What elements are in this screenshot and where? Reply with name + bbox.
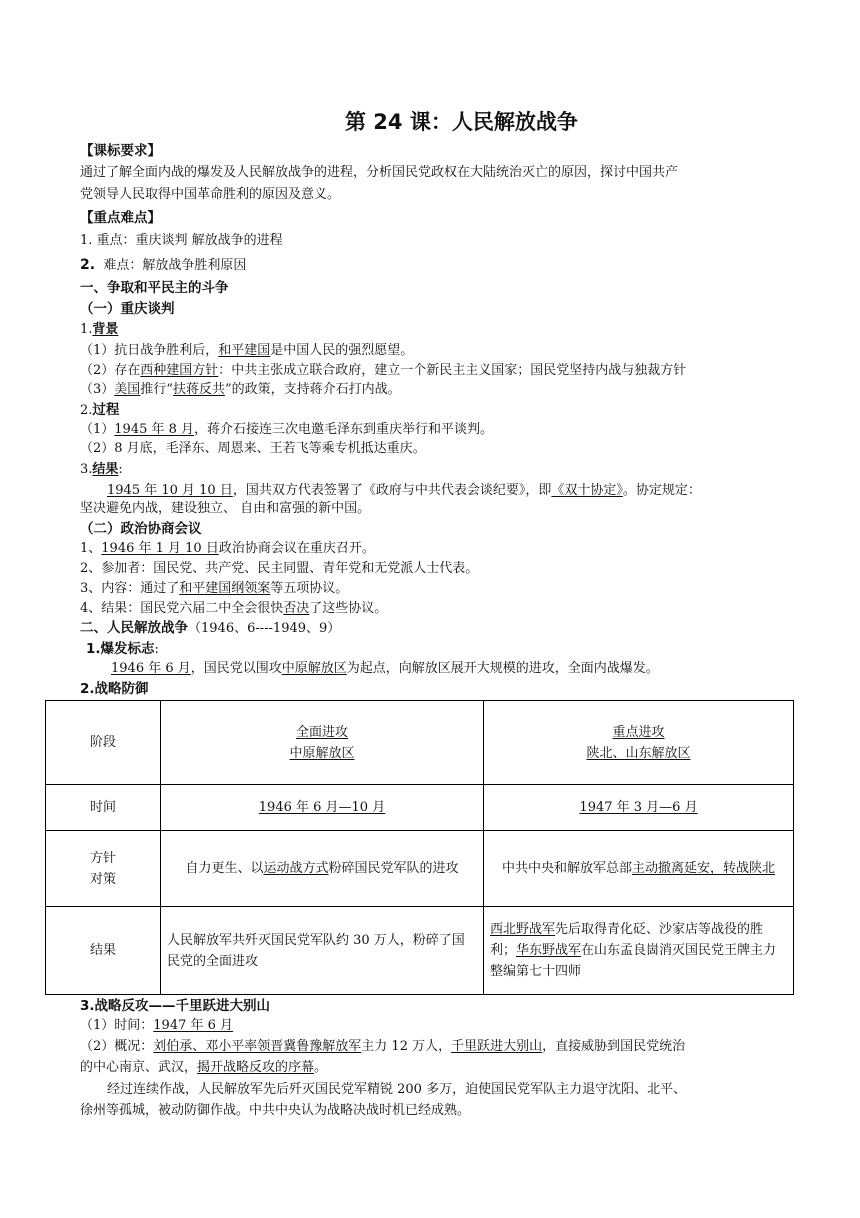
text: （1）抗日战争胜利后， <box>80 343 219 358</box>
colon: : <box>154 642 159 657</box>
item-number: 2. <box>80 257 96 273</box>
counteroffensive-item-2-line1 <box>80 1037 685 1057</box>
text: 1、 <box>80 541 102 556</box>
table-row <box>46 907 794 995</box>
table-cell <box>484 785 794 831</box>
text: 。协定规定： <box>622 483 701 498</box>
zhongdian-item-2 <box>80 255 246 276</box>
kebiao-heading: 【课标要求】 <box>80 143 161 159</box>
process-item-2: （2）8 月底，毛泽东、周恩来、王若飞等乘专机抵达重庆。 <box>80 441 426 456</box>
text: ，直接威胁到国民党统治 <box>542 1039 686 1054</box>
row-label <box>46 831 161 907</box>
text: （2）概况： <box>80 1039 154 1054</box>
row-label: 结果 <box>46 907 161 995</box>
section-2-heading <box>80 618 340 639</box>
cell-line: 全面进攻 <box>295 724 348 740</box>
zhengxie-item-3 <box>80 579 348 599</box>
process-item-1 <box>80 420 493 440</box>
text: 自力更生、以 <box>185 861 264 876</box>
kebiao-text-line2: 党领导人民取得中国革命胜利的原因及意义。 <box>80 187 341 202</box>
text: （1）时间： <box>80 1018 154 1033</box>
text: ，蒋介石接连三次电邀毛泽东到重庆举行和平谈判。 <box>194 422 494 437</box>
background-heading <box>80 320 118 340</box>
text: 的中心南京、武汉， <box>80 1060 198 1075</box>
underlined-term: 主动撤离延安，转战陕北 <box>632 861 776 876</box>
underlined-term: 否决 <box>283 601 310 616</box>
table-row <box>46 701 794 785</box>
underlined-term: 华东野战军 <box>516 943 582 958</box>
cell-line: 中原解放区 <box>289 745 355 761</box>
text: 3、内容：通过了 <box>80 581 180 596</box>
zhengxie-item-1 <box>80 539 375 559</box>
strategic-defense-table <box>45 700 794 995</box>
underlined-term: 千里跃进大别山 <box>451 1039 543 1054</box>
heading-label: 背景 <box>92 322 119 337</box>
text: 先后取得青化砭、沙家店等战役的胜利； <box>490 922 764 958</box>
table-cell <box>161 785 484 831</box>
underlined-term: 1946 年 1 月 10 日 <box>101 541 219 556</box>
cell-line: 方针 <box>89 850 116 866</box>
underlined-term: 西北野战军 <box>490 922 556 937</box>
underlined-term: 中原解放区 <box>281 661 347 676</box>
zhongdian-item-1: 1. 重点：重庆谈判 解放战争的进程 <box>80 233 283 248</box>
text: 在山东孟良崮消灭国民党王牌主力整编第七十四师 <box>490 943 777 979</box>
text: 4、结果：国民党六届二中全会很快 <box>80 601 284 616</box>
heading-label: 结果 <box>92 462 119 477</box>
zhongdian-heading: 【重点难点】 <box>80 210 161 226</box>
date-range: （1946、6----1949、9） <box>188 621 341 636</box>
underlined-term: 《双十协定》 <box>551 483 623 498</box>
item-number: 1. <box>80 322 93 337</box>
zhengxie-item-4 <box>80 599 387 619</box>
text: 为起点，向解放区展开大规模的进攻，全面内战爆发。 <box>346 661 659 676</box>
row-label: 阶段 <box>46 701 161 785</box>
text: （3） <box>80 382 115 397</box>
table-cell <box>161 701 484 785</box>
kebiao-text-line1: 通过了解全面内战的爆发及人民解放战争的进程，分析国民党政权在大陆统治灭亡的原因，探讨中国共产 <box>80 165 679 180</box>
background-item-3 <box>80 380 401 400</box>
underlined-term: 1946 年 6 月 <box>111 661 191 676</box>
item-number: 2. <box>80 403 93 418</box>
underlined-term: 1945 年 8 月 <box>114 422 195 437</box>
heading-label: 1.爆发标志 <box>86 641 155 657</box>
underlined-term: 西种建国方针 <box>140 363 219 378</box>
background-item-2 <box>80 361 686 381</box>
table-row <box>46 785 794 831</box>
underlined-term: 美国 <box>114 382 141 397</box>
text: 政治协商会议在重庆召开。 <box>218 541 375 556</box>
text: 。 <box>314 1060 328 1075</box>
item-text: 难点：解放战争胜利原因 <box>103 258 247 273</box>
counteroffensive-paragraph-line2: 徐州等孤城，被动防御作战。中共中央认为战略决战时机已经成熟。 <box>80 1103 471 1118</box>
text: 主力 12 万人， <box>361 1039 452 1054</box>
underlined-term: 揭开战略反攻的序幕 <box>197 1060 315 1075</box>
underlined-term: 和平建国 <box>218 343 271 358</box>
table-cell: 人民解放军共歼灭国民党军队约 30 万人，粉碎了国民党的全面进攻 <box>161 907 484 995</box>
text: 等五项协议。 <box>270 581 349 596</box>
heading-label: 过程 <box>92 402 120 418</box>
result-text-line2: 坚决避免内战，建设独立、 自由和富强的新中国。 <box>80 501 371 516</box>
underlined-term: 1945 年 10 月 10 日 <box>107 483 233 498</box>
heading-label: 二、人民解放战争 <box>80 620 188 636</box>
text: 中共中央和解放军总部 <box>501 861 632 876</box>
colon: : <box>118 462 123 477</box>
result-heading <box>80 460 123 480</box>
background-item-1 <box>80 341 413 361</box>
cell-line: 陕北、山东解放区 <box>586 745 691 761</box>
zhengxie-item-2: 2、参加者：国民党、共产党、民主同盟、青年党和无党派人士代表。 <box>80 561 479 576</box>
section-1-heading: 一、争取和平民主的斗争 <box>80 280 229 296</box>
text: 推行“ <box>140 382 173 397</box>
text: ，国共双方代表签署了《政府与中共代表会谈纪要》，即 <box>232 483 552 498</box>
underlined-term: 1947 年 6 月 <box>153 1018 234 1033</box>
table-cell <box>484 701 794 785</box>
text: 是中国人民的强烈愿望。 <box>270 343 414 358</box>
underlined-term: 和平建国纲领案 <box>179 581 271 596</box>
row-label: 时间 <box>46 785 161 831</box>
subsection-zhengxie-heading: （二）政治协商会议 <box>80 521 202 537</box>
result-text-line1 <box>107 481 701 501</box>
page-title: 第 24 课：人民解放战争 <box>345 110 578 134</box>
underlined-term: 运动战方式 <box>263 861 329 876</box>
underlined-term: 刘伯承、邓小平率领晋冀鲁豫解放军 <box>153 1039 362 1054</box>
process-heading <box>80 400 119 421</box>
text: 了这些协议。 <box>309 601 388 616</box>
counteroffensive-item-2-line2 <box>80 1058 327 1078</box>
text: （1） <box>80 422 115 437</box>
cell-text: 1946 年 6 月—10 月 <box>258 800 386 815</box>
text: （2）存在 <box>80 363 141 378</box>
cell-line: 对策 <box>89 871 116 887</box>
outbreak-text <box>111 659 659 679</box>
text: 粉碎国民党军队的进攻 <box>328 861 459 876</box>
cell-text: 1947 年 3 月—6 月 <box>579 800 698 815</box>
table-cell <box>484 831 794 907</box>
subsection-chongqing-heading: （一）重庆谈判 <box>80 301 175 317</box>
item-number: 3. <box>80 462 93 477</box>
underlined-term: 扶蒋反共 <box>172 382 225 397</box>
text: ：中共主张成立联合政府，建立一个新民主主义国家；国民党坚持内战与独裁方针 <box>218 363 687 378</box>
cell-line: 重点进攻 <box>612 724 665 740</box>
text: ”的政策，支持蒋介石打内战。 <box>224 382 401 397</box>
counteroffensive-paragraph-line1: 经过连续作战，人民解放军先后歼灭国民党军精锐 200 多万，迫使国民党军队主力退守沈阳、北平、 <box>107 1082 687 1097</box>
counteroffensive-heading: 3.战略反攻——千里跃进大别山 <box>80 998 271 1014</box>
text: ，国民党以围攻 <box>190 661 282 676</box>
table-cell <box>161 831 484 907</box>
table-cell <box>484 907 794 995</box>
outbreak-heading <box>86 639 159 660</box>
table-row <box>46 831 794 907</box>
strategic-defense-heading: 2.战略防御 <box>80 681 149 697</box>
counteroffensive-item-1 <box>80 1016 233 1036</box>
